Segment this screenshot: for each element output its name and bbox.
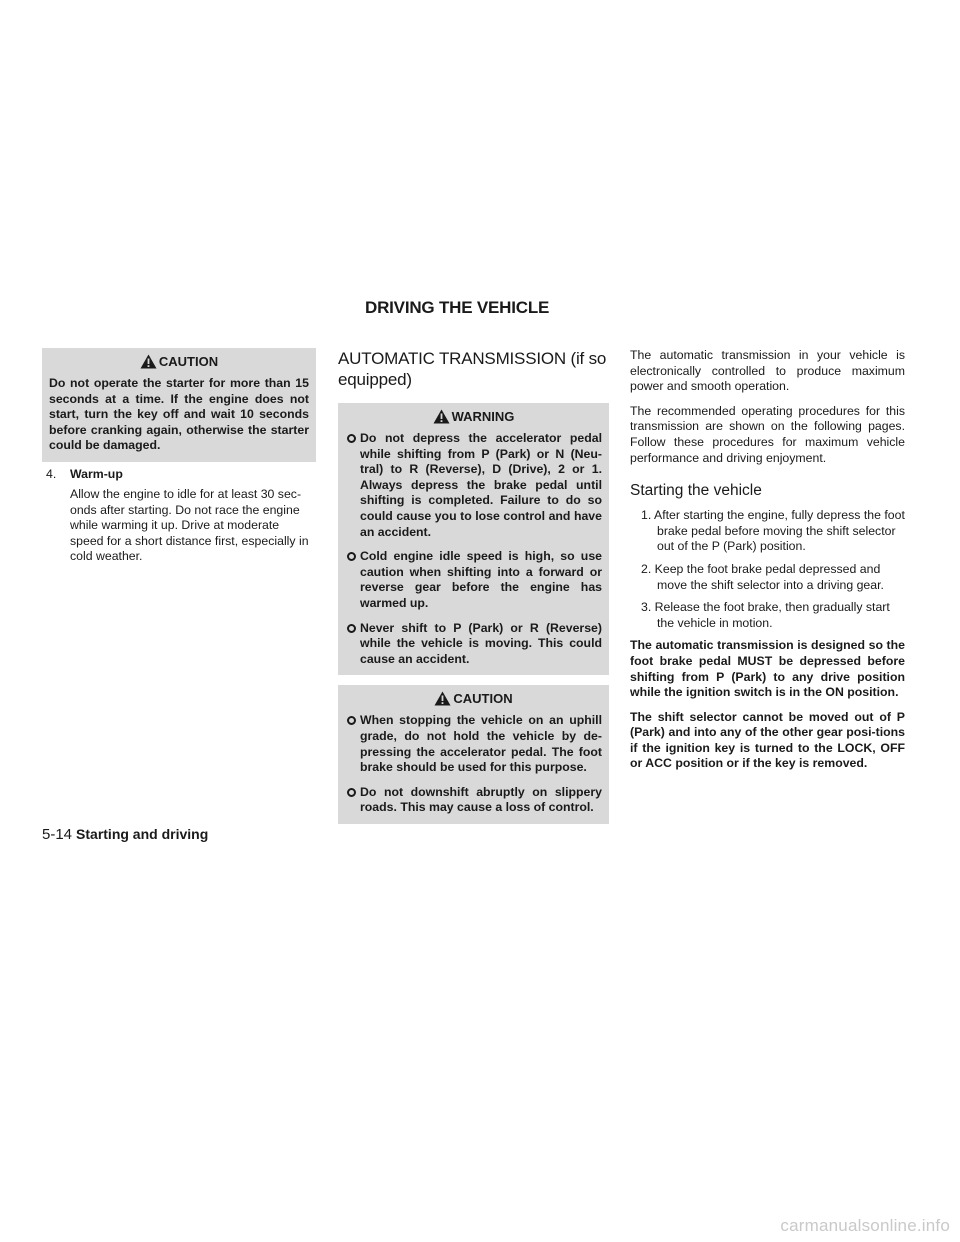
page-number: 5-14 [42, 826, 73, 843]
intro-paragraph: The recommended operating procedures for this transmission are shown on the following pages. Follow these procedures for maximum vehicle performance and driving enjoyment. [630, 403, 905, 465]
footer-section: Starting and driving [76, 826, 209, 842]
step-item: 2. Keep the foot brake pedal depressed and move the shift selector into a driving gear. [641, 561, 884, 592]
warning-header [338, 403, 609, 429]
caution-label: CAUTION [453, 690, 513, 706]
starting-steps [630, 508, 905, 631]
caution-box-2 [338, 685, 609, 824]
transmission-heading: AUTOMATIC TRANSMISSION (if so equipped) [338, 349, 607, 389]
step-label: Warm-up [70, 466, 123, 481]
caution-item: Do not downshift abruptly on slippery roads. This may cause a loss of control. [345, 785, 602, 816]
caution-header [42, 348, 316, 374]
warning-triangle-icon [434, 691, 451, 706]
warning-triangle-icon [140, 354, 157, 369]
bold-note: The automatic transmission is designed so the foot brake pedal MUST be depressed before shifting from P (Park) to any drive position while the ignition switch is in the ON position. [630, 638, 905, 700]
caution-box [42, 348, 316, 462]
warning-item: Never shift to P (Park) or R (Reverse) while the vehicle is moving. This could cause an accident. [345, 621, 602, 668]
caution-header [338, 685, 609, 711]
caution-item: When stopping the vehicle on an uphill grade, do not hold the vehicle by de-pressing the accelerator pedal. The foot brake should be used for this purpose. [345, 713, 602, 775]
step-4-text: Allow the engine to idle for at least 30 sec-onds after starting. Do not race the engine while warming it up. Drive at moderate speed for a short distance first, especially in cold weather. [70, 486, 309, 564]
watermark: carmanualsonline.info [780, 1216, 950, 1235]
bold-note: The shift selector cannot be moved out of P (Park) and into any of the other gear posi-tions if the ignition key is turned to the LOCK, OFF or ACC position or if the key is removed. [630, 709, 905, 771]
intro-paragraph: The automatic transmission in your vehicle is electronically controlled to produce maximum power and smooth operation. [630, 348, 905, 394]
step-number: 4. [46, 466, 57, 481]
page-footer [42, 826, 208, 843]
right-column [630, 348, 905, 781]
step-item: 3. Release the foot brake, then gradually start the vehicle in motion. [641, 600, 890, 630]
starting-subheading: Starting the vehicle [630, 482, 762, 500]
warning-item: Cold engine idle speed is high, so use caution when shifting into a forward or reverse gear before the engine has warmed up. [345, 549, 602, 611]
warning-label: WARNING [451, 408, 515, 424]
section-title: DRIVING THE VEHICLE [365, 298, 550, 317]
warning-item: Do not depress the accelerator pedal while shifting from P (Park) or N (Neu-tral) to R (Reverse), D (Drive), 2 or 1. Always depress the brake pedal until shifting is completed. Failure to do so could cause you to lose control and have an accident. [345, 431, 602, 540]
warning-list [345, 431, 602, 667]
caution-label: CAUTION [158, 353, 219, 369]
caution-text: Do not operate the starter for more than 15 seconds at a time. If the engine does not start, turn the key off and wait 10 seconds before cranking again, otherwise the starter could be damaged. [49, 376, 309, 453]
caution-list [345, 713, 602, 816]
step-4-heading [42, 467, 316, 481]
warning-triangle-icon [433, 409, 450, 424]
left-column [42, 348, 316, 565]
step-item: 1. After starting the engine, fully depress the foot brake pedal before moving the shift selector out of the P (Park) position. [641, 508, 905, 554]
middle-column [338, 348, 609, 824]
warning-box [338, 403, 609, 675]
